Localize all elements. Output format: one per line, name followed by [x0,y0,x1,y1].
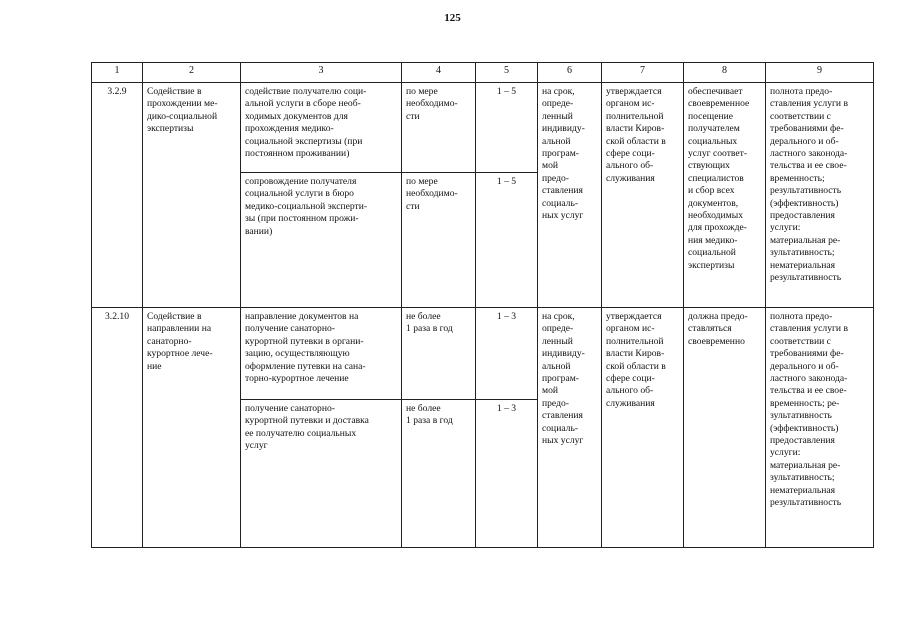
table-row [92,83,874,173]
column-header: 6 [538,63,602,83]
header-row [92,63,874,83]
sub-service-text: содействие получателю соци- альной услуги в сборе необ- ходимых документов для прохождения медико- социальной экспертизы (при постоянном проживании) [241,83,402,173]
column-header: 5 [476,63,538,83]
column-header: 8 [684,63,766,83]
service-term: на срок, опреде- ленный индивиду- альной програм- мой предо- ставления социаль- ных услуг [538,308,602,548]
service-condition: обеспечивает своевременное посещение получателем социальных услуг соответ- ствующих специалистов и сбор всех документов, необходимых для прохожде- ния медико- социальной экспертизы [684,83,766,308]
service-indicators: полнота предо- ставления услуги в соответствии с требованиями фе- дерального и об- ластного законода- тельства и ее свое- временность; результативность (эффективность) предоставления услуги: материальная ре- зультативность; нематериальная результативность [766,83,874,308]
service-number: 3.2.10 [92,308,143,548]
sub-service-period: по мере необходимо- сти [402,173,476,308]
sub-service-text: получение санаторно- курортной путевки и доставка ее получателю социальных услуг [241,400,402,548]
sub-service-count: 1 – 5 [476,83,538,173]
services-table [91,62,874,548]
sub-service-text: сопровождение получателя социальной услуги в бюро медико-социальной эксперти- зы (при постоянном прожи- вании) [241,173,402,308]
column-header: 4 [402,63,476,83]
sub-service-period: по мере необходимо- сти [402,83,476,173]
column-header: 2 [143,63,241,83]
service-name: Содействие в прохождении ме- дико-социальной экспертизы [143,83,241,308]
table-row [92,308,874,400]
sub-service-text: направление документов на получение санаторно- курортной путевки в органи- зацию, осуществляющую оформление путевки на сана- торно-курортное лечение [241,308,402,400]
column-header: 1 [92,63,143,83]
column-header: 3 [241,63,402,83]
service-approved-by: утверждается органом ис- полнительной власти Киров- ской области в сфере соци- ального об- служивания [602,83,684,308]
column-header: 9 [766,63,874,83]
service-name: Содействие в направлении на санаторно- курортное лече- ние [143,308,241,548]
service-approved-by: утверждается органом ис- полнительной власти Киров- ской области в сфере соци- ального об- служивания [602,308,684,548]
sub-service-count: 1 – 3 [476,308,538,400]
service-number: 3.2.9 [92,83,143,308]
service-term: на срок, опреде- ленный индивиду- альной програм- мой предо- ставления социаль- ных услуг [538,83,602,308]
sub-service-count: 1 – 3 [476,400,538,548]
page-number: 125 [444,12,461,24]
sub-service-period: не более 1 раза в год [402,400,476,548]
sub-service-period: не более 1 раза в год [402,308,476,400]
column-header: 7 [602,63,684,83]
sub-service-count: 1 – 5 [476,173,538,308]
service-indicators: полнота предо- ставления услуги в соответствии с требованиями фе- дерального и об- ластного законода- тельства и ее свое- временность; ре- зультативность (эффективность) предоставления услуги: материальная ре- зультативность; нематериальная результативность [766,308,874,548]
service-condition: должна предо- ставляться своевременно [684,308,766,548]
